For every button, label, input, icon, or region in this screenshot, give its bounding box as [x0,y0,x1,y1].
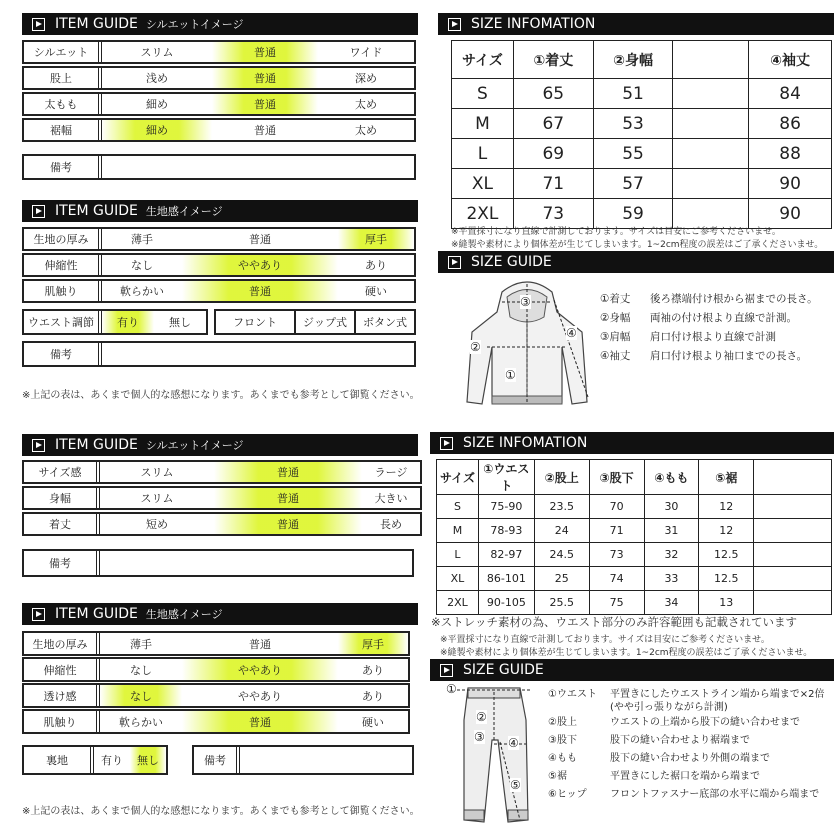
size-cell: 51 [593,79,673,109]
row-option: スリム [140,466,174,479]
size-header-cell: ③股下 [589,460,644,495]
size-header-cell: ⑤裾 [699,460,754,495]
size-cell: 90 [749,169,832,199]
legend-row [548,750,824,768]
size-cell: XL [452,169,514,199]
row-label: 太もも [24,94,102,114]
legend-row [548,768,824,786]
size-cell: 90-105 [478,591,534,615]
size-table-header [452,41,832,79]
size-info-bar [438,13,834,35]
row-option: ワイド [349,46,383,59]
legend-row [548,714,824,732]
row-option: あり [365,259,387,272]
silhouette-row [22,512,422,536]
size-cell: 67 [513,109,593,139]
silhouette-row [22,486,422,510]
size-table-row [437,519,832,543]
size-cell: 88 [749,139,832,169]
size-cell: 34 [644,591,699,615]
diagram-label-5: ⑤ [510,778,521,792]
size-cell [754,543,832,567]
row-label: サイズ感 [24,462,100,482]
row-label: 透け感 [24,685,100,706]
row-option: 薄手 [131,233,153,246]
row-option: 長め [380,518,402,531]
legend-desc: 股下の縫い合わせより裾端まで [610,735,750,746]
diagram-label-4: ④ [508,736,519,750]
row-option: なし [100,685,182,706]
waist-type-row [214,309,416,335]
size-cell: 33 [644,567,699,591]
size-guide-bar [438,251,834,273]
silhouette-bar [22,13,418,35]
play-icon [440,664,453,677]
play-icon [448,18,461,31]
legend-row [548,786,824,804]
row-label: 生地の厚み [24,633,100,654]
row-option: 普通 [182,711,338,732]
size-cell: L [452,139,514,169]
size-cell: 2XL [437,591,479,615]
size-cell: 12.5 [699,543,754,567]
row-option: 厚手 [338,633,408,654]
size-cell: 86-101 [478,567,534,591]
fabric-row [22,683,410,708]
diagram-label-1: ① [446,682,457,696]
row-option: 浅め [146,72,168,85]
legend-key: ⑥ヒップ [548,789,587,800]
disclaimer-note: ※上記の表は、あくまで個人的な感想になります。あくまでも参考として御覧ください。 [22,390,420,401]
row-option: 大きい [374,492,408,505]
waist-option: 無し [169,316,191,329]
size-guide-legend [548,686,824,804]
bar-subtitle: 生地感イメージ [145,205,223,218]
legend-row [600,290,818,309]
size-cell [673,79,749,109]
size-header-cell: ①ウエスト [478,460,534,495]
size-cell: 73 [513,199,593,229]
stretch-note: ※ストレッチ素材の為、ウエスト部分のみ許容範囲も記載されています [431,615,798,629]
legend-desc: 両袖の付け根より直線で計測。 [650,312,797,324]
size-table-header [437,460,832,495]
row-option: 普通 [214,488,362,508]
size-cell: 65 [513,79,593,109]
size-cell: 23.5 [534,495,589,519]
play-icon [440,437,453,450]
row-option: 薄手 [130,637,152,651]
size-header-cell: ②身幅 [593,41,673,79]
silhouette-row [22,460,422,484]
row-option: 太め [355,124,377,137]
size-cell: 82-97 [478,543,534,567]
bar-subtitle: シルエットイメージ [145,18,244,31]
diagram-label-2: ② [470,340,481,354]
hoodie-diagram [462,272,592,412]
waist-type: ジップ式 [296,311,356,333]
bar-title: ITEM GUIDE [55,16,138,32]
silhouette-row [22,66,416,90]
row-option: ややあり [182,255,338,275]
row-option: 短め [146,518,168,531]
size-header-cell [673,41,749,79]
remarks-label: 備考 [24,343,102,365]
bar-title: SIZE GUIDE [463,662,544,678]
silhouette-bar [22,434,418,456]
row-label: 身幅 [24,488,100,508]
silhouette-row [22,92,416,116]
size-cell: S [452,79,514,109]
size-header-cell: ①着丈 [513,41,593,79]
row-option: 硬い [365,285,387,298]
size-cell: 53 [593,109,673,139]
row-option: 軟らかい [119,715,163,729]
size-cell [754,591,832,615]
row-label: シルエット [24,42,102,62]
remarks-value [240,747,412,773]
variance-note: ※縫製や素材により個体差が生じてしまいます。1~2cm程度の誤差はご了承くださいませ。 [451,240,824,250]
size-cell: 24.5 [534,543,589,567]
fabric-row [22,279,416,303]
size-cell: 84 [749,79,832,109]
size-header-cell: ④もも [644,460,699,495]
row-option: ややあり [238,689,282,703]
size-table-row [452,169,832,199]
fabric-row [22,253,416,277]
fabric-row [22,657,410,682]
size-cell [754,567,832,591]
size-cell: 73 [589,543,644,567]
lining-option: 有り [101,754,123,767]
size-cell: 32 [644,543,699,567]
size-cell: 71 [513,169,593,199]
legend-desc: 股下の縫い合わせより外側の端まで [610,753,770,764]
disclaimer-note: ※上記の表は、あくまで個人的な感想になります。あくまでも参考として御覧ください。 [22,806,420,817]
row-option: あり [362,689,384,703]
row-option: スリム [140,46,174,59]
bar-title: ITEM GUIDE [55,203,138,219]
bar-title: SIZE GUIDE [471,254,552,270]
waist-option: 有り [102,311,154,333]
play-icon [32,439,45,452]
remarks-row [22,154,416,180]
fabric-row [22,631,410,656]
legend-key: ②股上 [548,717,577,728]
pants-diagram [440,680,540,830]
row-option: 普通 [182,281,338,301]
waist-type: フロント [216,311,296,333]
legend-key: ⑤裾 [548,771,567,782]
legend-key: ④もも [548,753,577,764]
play-icon [32,205,45,218]
legend-desc: 平置きにした裾口を端から端まで [610,771,760,782]
row-option: 普通 [249,637,271,651]
size-cell: 30 [644,495,699,519]
size-cell: M [452,109,514,139]
size-header-cell: ②股上 [534,460,589,495]
legend-key: ①ウエスト [548,689,597,700]
size-header-cell: サイズ [437,460,479,495]
legend-row [600,309,818,328]
fabric-bar [22,200,418,222]
row-option: 太め [355,98,377,111]
size-cell: 55 [593,139,673,169]
legend-key: ④袖丈 [600,350,631,362]
size-cell: 70 [589,495,644,519]
bar-title: SIZE INFOMATION [471,16,596,32]
size-cell: 90 [749,199,832,229]
row-option: 普通 [212,42,318,62]
lining-row [22,745,168,775]
remarks-label: 備考 [24,156,102,178]
row-option: 普通 [212,68,318,88]
legend-row [548,732,824,750]
remarks-label: 備考 [194,747,240,773]
size-cell: 69 [513,139,593,169]
row-option: 深め [355,72,377,85]
waist-label: ウエスト調節 [24,311,102,333]
size-table-row [452,139,832,169]
legend-key: ①着丈 [600,293,631,305]
remarks-value [102,343,414,365]
legend-row [548,686,824,714]
row-option: 普通 [254,124,276,137]
row-option: 普通 [214,514,362,534]
legend-desc: 後ろ襟端付け根から裾までの長さ。 [650,293,818,305]
legend-desc: 肩口付け根より袖口までの長さ。 [650,350,808,362]
row-label: 股上 [24,68,102,88]
size-table [451,40,832,229]
legend-row [600,328,818,347]
size-table-row [452,79,832,109]
legend-desc: 肩口付け根より直線で計測 [650,331,776,343]
row-label: 肌触り [24,711,100,732]
size-header-cell: サイズ [452,41,514,79]
size-cell: 86 [749,109,832,139]
size-cell: 13 [699,591,754,615]
size-header-cell: ④袖丈 [749,41,832,79]
size-header-cell [754,460,832,495]
diagram-label-4: ④ [566,326,577,340]
fabric-row [22,709,410,734]
size-table-row [437,591,832,615]
row-option: なし [131,259,153,272]
size-cell: 75 [589,591,644,615]
size-cell: 24 [534,519,589,543]
size-cell: L [437,543,479,567]
legend-key: ③肩幅 [600,331,631,343]
legend-row [600,347,818,366]
size-cell: 31 [644,519,699,543]
size-cell [754,495,832,519]
row-option: 普通 [214,462,362,482]
measure-note: ※平置採寸になり直線で計測しております。サイズは目安にご参考くださいませ。 [451,227,781,237]
legend-desc: ウエストの上端から股下の縫い合わせまで [610,717,800,728]
legend-key: ③股下 [548,735,577,746]
play-icon [32,18,45,31]
size-cell: M [437,519,479,543]
row-option: 普通 [212,94,318,114]
row-option: 細め [146,98,168,111]
remarks-value [102,156,414,178]
size-info-bar [430,432,834,454]
variance-note: ※縫製や素材により個体差が生じてしまいます。1~2cm程度の誤差はご了承くださいませ。 [440,648,813,658]
row-option: 硬い [362,715,384,729]
fabric-bar [22,603,418,625]
silhouette-row [22,118,416,142]
waist-adjust-row [22,309,208,335]
measure-note: ※平置採寸になり直線で計測しております。サイズは目安にご参考くださいませ。 [440,635,770,645]
legend-key: ②身幅 [600,312,631,324]
size-cell [754,519,832,543]
row-label: 裾幅 [24,120,102,140]
row-label: 着丈 [24,514,100,534]
diagram-label-1: ① [505,368,516,382]
row-label: 伸縮性 [24,659,100,680]
size-table-row [437,567,832,591]
size-cell: 57 [593,169,673,199]
size-cell: 59 [593,199,673,229]
row-option: 普通 [249,233,271,246]
bar-title: SIZE INFOMATION [463,435,588,451]
size-guide-bar [430,659,834,681]
remarks-value [100,551,412,575]
row-option: 細め [102,120,212,140]
row-label: 生地の厚み [24,229,102,249]
size-cell: 71 [589,519,644,543]
lining-option: 無し [130,747,166,773]
row-label: 伸縮性 [24,255,102,275]
size-cell: 2XL [452,199,514,229]
silhouette-row [22,40,416,64]
row-option: 軟らかい [120,285,164,298]
size-cell: 25.5 [534,591,589,615]
row-option: ややあり [182,659,338,680]
size-table-row [452,109,832,139]
size-cell: 75-90 [478,495,534,519]
lining-label: 裏地 [24,747,94,773]
legend-desc: フロントファスナー底部の水平に端から端まで [610,789,820,800]
diagram-label-2: ② [476,710,487,724]
row-label: 肌触り [24,281,102,301]
remarks-row [22,341,416,367]
row-option: ラージ [374,466,408,479]
diagram-label-3: ③ [474,730,485,744]
play-icon [32,608,45,621]
row-option: スリム [140,492,174,505]
diagram-label-3: ③ [520,295,531,309]
row-option: あり [362,663,384,677]
size-cell: 12 [699,495,754,519]
row-option: 厚手 [338,229,414,249]
remarks-row [22,549,414,577]
size-table-row [437,543,832,567]
legend-desc: 平置きにしたウエストライン端から端まで×2倍 (やや引っ張りながら計測) [610,689,825,713]
size-cell: S [437,495,479,519]
fabric-row [22,227,416,251]
size-cell: 12 [699,519,754,543]
row-option: なし [130,663,152,677]
bar-subtitle: 生地感イメージ [145,608,223,621]
play-icon [448,256,461,269]
remarks-label: 備考 [24,551,100,575]
size-cell: 12.5 [699,567,754,591]
size-guide-legend [600,290,818,366]
waist-type: ボタン式 [363,316,407,329]
size-cell: XL [437,567,479,591]
size-cell: 74 [589,567,644,591]
size-cell: 25 [534,567,589,591]
size-cell: 78-93 [478,519,534,543]
size-cell [673,109,749,139]
size-table-row [437,495,832,519]
size-table [436,459,832,615]
size-cell [673,139,749,169]
size-cell [673,169,749,199]
bar-subtitle: シルエットイメージ [145,439,244,452]
remarks-row [192,745,414,775]
bar-title: ITEM GUIDE [55,606,138,622]
bar-title: ITEM GUIDE [55,437,138,453]
